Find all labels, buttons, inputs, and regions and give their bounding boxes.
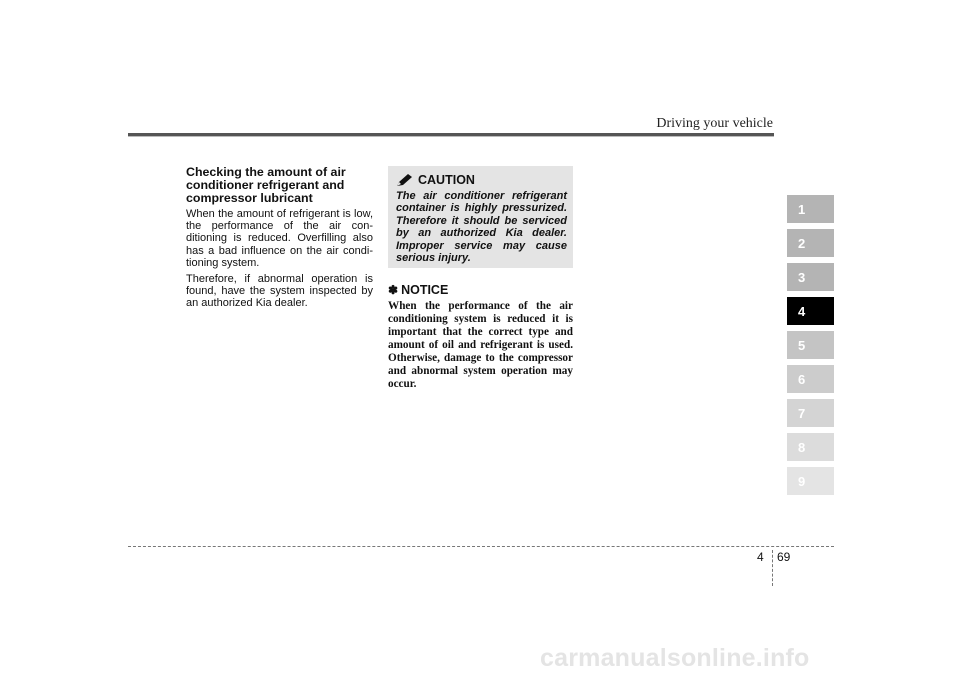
notice-header (388, 283, 573, 297)
footer-chapter-number: 4 (757, 550, 764, 564)
chapter-tab-2[interactable]: 2 (787, 229, 834, 257)
caution-title: CAUTION (418, 173, 475, 187)
section-heading: Checking the amount of air conditioner refrigerant and compressor lubricant (186, 165, 346, 205)
notice-block (388, 283, 573, 391)
header-rule (128, 133, 774, 136)
watermark: carmanualsonline.info (540, 644, 810, 672)
chapter-tabs (787, 195, 834, 501)
footer-rule (128, 546, 834, 547)
chapter-tab-1[interactable]: 1 (787, 195, 834, 223)
notice-star-icon: ✽ (388, 283, 399, 297)
chapter-tab-7[interactable]: 7 (787, 399, 834, 427)
notice-title: NOTICE (401, 283, 449, 297)
notice-text: When the performance of the air conditioning system is reduced it is important that the correct type and amount of oil and refrigerant is used. Otherwise, damage to the compressor and abnormal system operation may occur. (388, 300, 573, 390)
chapter-tab-6[interactable]: 6 (787, 365, 834, 393)
pencil-icon (396, 173, 414, 187)
chapter-tab-9[interactable]: 9 (787, 467, 834, 495)
running-header: Driving your vehicle (656, 116, 773, 131)
body-paragraph-1: When the amount of refrigerant is low, the performance of the air con-ditioning is reduced. Overfilling also has a bad influence on the air condi-tioning system. (186, 208, 373, 269)
chapter-tab-5[interactable]: 5 (787, 331, 834, 359)
footer-page-number: 69 (777, 550, 791, 564)
footer-divider (772, 550, 773, 586)
chapter-tab-4[interactable]: 4 (787, 297, 834, 325)
chapter-tab-3[interactable]: 3 (787, 263, 834, 291)
body-paragraph-2: Therefore, if abnormal operation is found, have the system inspected by an authorized Kia dealer. (186, 273, 373, 310)
left-column (186, 166, 373, 314)
caution-text: The air conditioner refrigerant container is highly pressurized. Therefore it should be serviced by an authorized Kia dealer. Improper service may cause serious injury. (396, 190, 567, 265)
chapter-tab-8[interactable]: 8 (787, 433, 834, 461)
caution-box (388, 166, 573, 268)
caution-header (396, 172, 567, 188)
